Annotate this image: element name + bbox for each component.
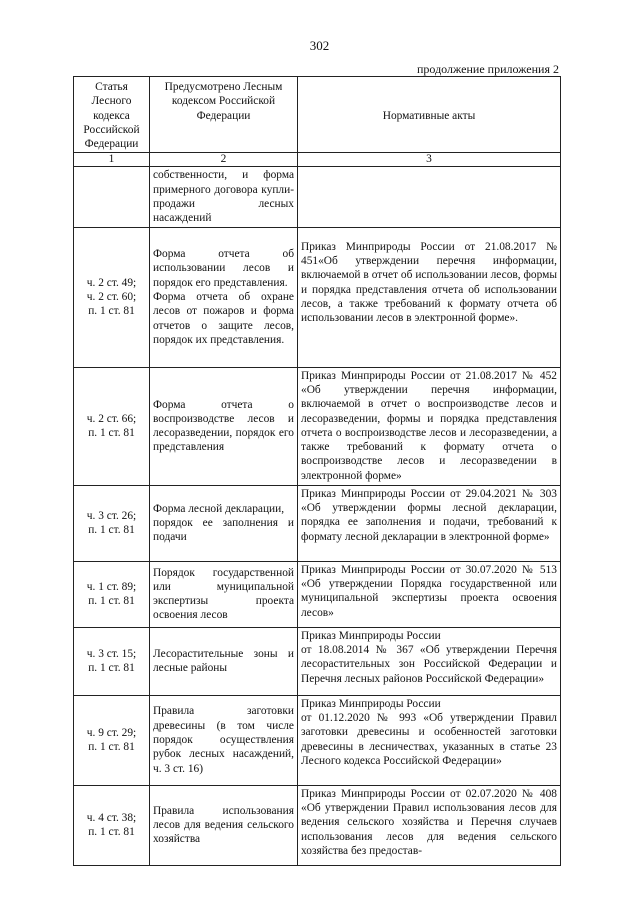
table-row xyxy=(74,695,561,785)
description-text: Порядок государственной или муниципальной экспертизы проекта освоения лесов xyxy=(153,566,294,622)
normative-act-text: Приказ Минприроды России от 21.08.2017 № 451«Об утверждении перечня информации, включаемой в отчет об использовании лесов, формы и порядка представления отчета об использовании лесов, а также требований к формату отчета об использовании лесов в электронной форме». xyxy=(301,240,557,325)
description-text: порядок ее заполнения и подачи xyxy=(153,517,294,544)
cell-description xyxy=(150,167,298,227)
column-number: 3 xyxy=(298,153,561,167)
normative-act-text: Приказ Минприроды России от 21.08.2017 № 452 «Об утверждении перечня информации, включаемой в отчет о воспроизводстве лесов и лесоразведении, формы и порядка представления отчета о воспроизводстве лесов и лесоразведении, а также требований к формату отчета о воспроизводстве лесов и лесоразведении в электронной форме» xyxy=(301,369,557,482)
cell-normative-act xyxy=(298,227,561,367)
table-row xyxy=(74,627,561,695)
article-reference: п. 1 ст. 81 xyxy=(88,741,135,754)
article-reference: ч. 2 ст. 60; xyxy=(86,291,137,304)
description-text: Форма отчета о воспроизводстве лесов и лесоразведении, порядок его представления xyxy=(153,398,294,454)
column-number-row xyxy=(74,153,561,167)
description-text: Лесорастительные зоны и лесные районы xyxy=(153,647,294,675)
article-reference: п. 1 ст. 81 xyxy=(88,595,135,608)
article-reference: п. 1 ст. 81 xyxy=(88,826,135,839)
table-header-row xyxy=(74,77,561,153)
header-provided: Предусмотрено Лесным кодексом Российской Федерации xyxy=(150,77,298,153)
article-reference: п. 1 ст. 81 xyxy=(88,662,135,675)
column-number: 2 xyxy=(150,153,298,167)
article-reference: ч. 4 ст. 38; xyxy=(86,811,137,824)
normative-act-text: Приказ Минприроды России от 02.07.2020 № 408 «Об утверждении Правил использования лесов для ведения сельского хозяйства и Перечня случаев использования лесов для ведения сельского хозяйства без предостав- xyxy=(301,787,557,857)
cell-article xyxy=(74,485,150,561)
cell-article xyxy=(74,227,150,367)
header-acts: Нормативные акты xyxy=(298,77,561,153)
normative-act-text: Приказ Минприроды России от 29.04.2021 № 303 «Об утверждении формы лесной декларации, порядка ее заполнения и подачи, требований к формату лесной декларации в электронной форме» xyxy=(301,487,557,543)
table-row xyxy=(74,227,561,367)
description-text: Правила заготовки древесины (в том числе порядок осуществления рубок лесных насаждений, ч. 3 ст. 16) xyxy=(153,705,294,775)
table-body xyxy=(74,167,561,865)
cell-normative-act xyxy=(298,627,561,695)
normative-act-text: от 01.12.2020 № 993 «Об утверждении Правил заготовки древесины и особенностей заготовки древесины в лесничествах, указанных в статье 23 Лесного кодекса Российской Федерации» xyxy=(301,711,557,767)
cell-article xyxy=(74,167,150,227)
normative-act-text: Приказ Минприроды России xyxy=(301,629,441,642)
cell-article xyxy=(74,785,150,865)
article-reference: п. 1 ст. 81 xyxy=(88,427,135,440)
description-text: Правила использования лесов для ведения сельского хозяйства xyxy=(153,804,294,846)
cell-normative-act xyxy=(298,367,561,485)
table-row xyxy=(74,561,561,627)
table-row xyxy=(74,367,561,485)
table-row xyxy=(74,785,561,865)
table-row xyxy=(74,167,561,227)
article-reference: ч. 3 ст. 15; xyxy=(86,647,137,660)
column-number: 1 xyxy=(74,153,150,167)
cell-normative-act xyxy=(298,785,561,865)
normative-acts-table xyxy=(73,76,561,866)
description-text: Форма лесной декларации, xyxy=(153,502,285,515)
article-reference: ч. 2 ст. 49; xyxy=(86,276,137,289)
article-reference: ч. 2 ст. 66; xyxy=(86,412,137,425)
cell-description xyxy=(150,695,298,785)
cell-article xyxy=(74,367,150,485)
cell-description xyxy=(150,367,298,485)
description-text: Форма отчета об использовании лесов и порядок его представления. xyxy=(153,248,294,289)
cell-description xyxy=(150,485,298,561)
cell-article xyxy=(74,561,150,627)
cell-normative-act xyxy=(298,695,561,785)
article-reference: ч. 1 ст. 89; xyxy=(86,580,137,593)
table-row xyxy=(74,485,561,561)
cell-description xyxy=(150,561,298,627)
cell-article xyxy=(74,695,150,785)
cell-normative-act xyxy=(298,485,561,561)
description-text: собственности, и форма примерного договора купли-продажи лесных насаждений xyxy=(153,169,294,225)
article-reference: ч. 3 ст. 26; xyxy=(86,509,137,522)
article-reference: п. 1 ст. 81 xyxy=(88,305,135,318)
appendix-continuation-note: продолжение приложения 2 xyxy=(417,62,559,76)
normative-act-text: от 18.08.2014 № 367 «Об утверждении Перечня лесорастительных зон Российской Федерации и Перечня лесных районов Российской Федерации» xyxy=(301,643,557,685)
cell-normative-act xyxy=(298,561,561,627)
cell-description xyxy=(150,227,298,367)
normative-act-text: Приказ Минприроды России от 30.07.2020 № 513 «Об утверждении Порядка государственной или муниципальной экспертизы проекта освоения лесов» xyxy=(301,563,557,619)
article-reference: ч. 9 ст. 29; xyxy=(86,726,137,739)
description-text: Форма отчета об охране лесов от пожаров и форма отчетов о защите лесов, порядок их представления. xyxy=(153,291,294,346)
cell-description xyxy=(150,785,298,865)
cell-article xyxy=(74,627,150,695)
cell-normative-act xyxy=(298,167,561,227)
article-reference: п. 1 ст. 81 xyxy=(88,524,135,537)
normative-act-text: Приказ Минприроды России xyxy=(301,697,441,710)
cell-description xyxy=(150,627,298,695)
page-number: 302 xyxy=(309,38,330,53)
header-article: Статья Лесного кодекса Российской Федерации xyxy=(74,77,150,153)
